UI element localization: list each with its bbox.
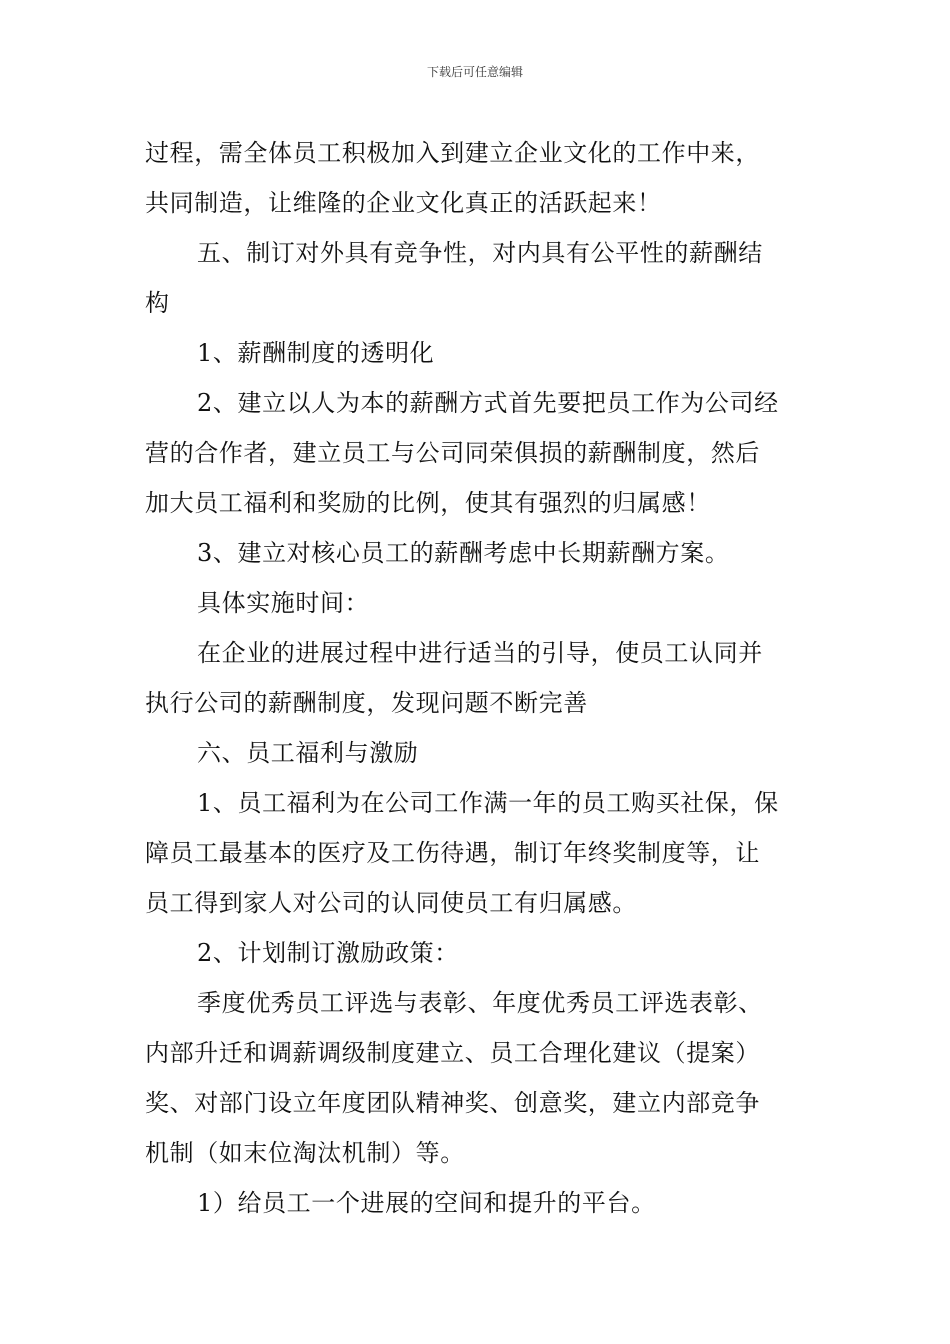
list-item: 1）给员工一个进展的空间和提升的平台。 xyxy=(197,1189,656,1217)
text-line: 障员工最基本的医疗及工伤待遇，制订年终奖制度等，让 xyxy=(145,839,760,867)
text-line: 奖、对部门设立年度团队精神奖、创意奖，建立内部竞争 xyxy=(145,1089,760,1117)
text-line: 内部升迁和调薪调级制度建立、员工合理化建议（提案） xyxy=(145,1039,760,1067)
paragraph-line: 季度优秀员工评选与表彰、年度优秀员工评选表彰、 xyxy=(197,989,763,1017)
section-heading-six: 六、员工福利与激励 xyxy=(197,739,419,767)
text-line: 营的合作者，建立员工与公司同荣俱损的薪酬制度，然后 xyxy=(145,439,760,467)
text-line: 过程，需全体员工积极加入到建立企业文化的工作中来， xyxy=(145,139,760,167)
list-item: 2、计划制订激励政策： xyxy=(197,939,459,967)
document-body xyxy=(145,128,815,1228)
text-line: 加大员工福利和奖励的比例，使其有强烈的归属感！ xyxy=(145,489,711,517)
list-item: 1、员工福利为在公司工作满一年的员工购买社保，保 xyxy=(197,789,779,817)
text-line: 机制（如末位淘汰机制）等。 xyxy=(145,1139,465,1167)
page-header-note: 下载后可任意编辑 xyxy=(426,65,523,79)
text-line: 员工得到家人对公司的认同使员工有归属感。 xyxy=(145,889,637,917)
list-item: 2、建立以人为本的薪酬方式首先要把员工作为公司经 xyxy=(197,389,779,417)
text-line: 共同制造，让维隆的企业文化真正的活跃起来！ xyxy=(145,189,662,217)
list-item: 1、薪酬制度的透明化 xyxy=(197,339,435,367)
text-line: 构 xyxy=(145,289,170,317)
section-heading-five: 五、制订对外具有竞争性，对内具有公平性的薪酬结 xyxy=(197,239,763,267)
text-line: 执行公司的薪酬制度，发现问题不断完善 xyxy=(145,689,588,717)
paragraph-line: 在企业的进展过程中进行适当的引导，使员工认同并 xyxy=(197,639,763,667)
list-item: 3、建立对核心员工的薪酬考虑中长期薪酬方案。 xyxy=(197,539,730,567)
subheading: 具体实施时间： xyxy=(197,589,370,617)
